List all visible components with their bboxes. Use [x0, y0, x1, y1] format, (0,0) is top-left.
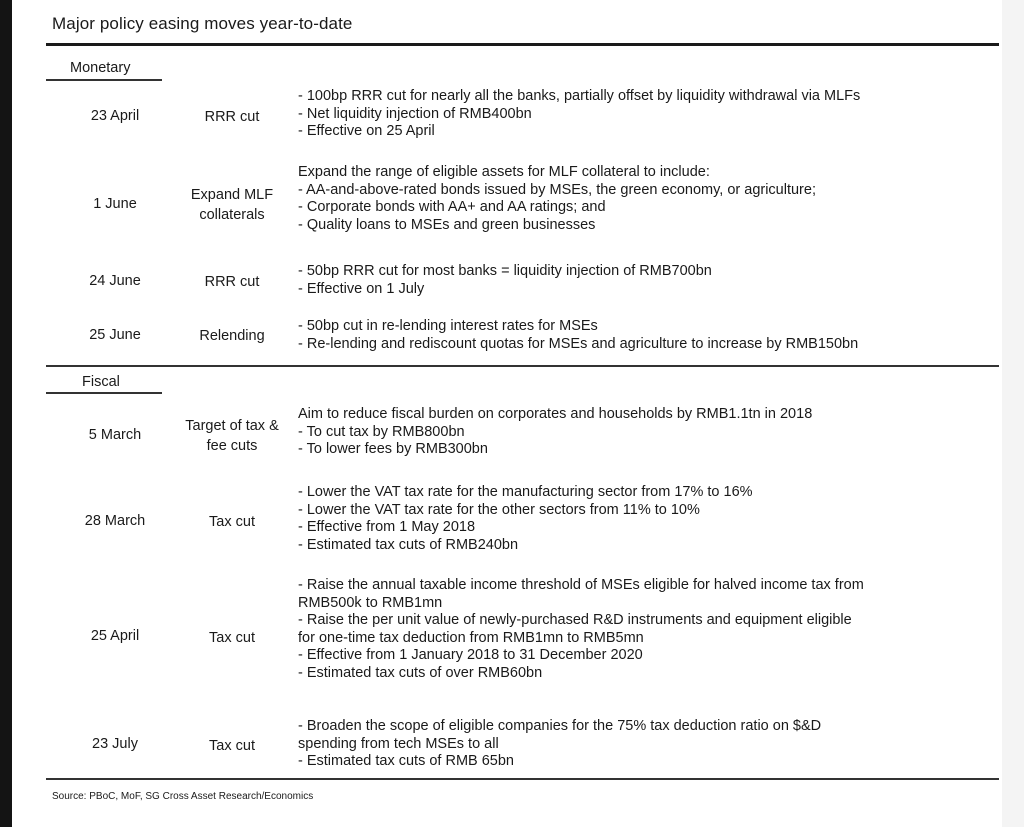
- row-type-line: fee cuts: [206, 438, 258, 454]
- row-type: RRR cut: [204, 274, 260, 290]
- row-description: [298, 88, 860, 141]
- row-type: Relending: [199, 328, 265, 344]
- row-type: [162, 416, 302, 456]
- description-line: - To lower fees by RMB300bn: [298, 441, 488, 458]
- description-line: - Re-lending and rediscount quotas for MSEs and agriculture to increase by RMB150bn: [298, 335, 859, 352]
- description-line: - To cut tax by RMB800bn: [298, 423, 465, 440]
- row-date: 23 April: [90, 108, 140, 124]
- description-line: - Estimated tax cuts of RMB240bn: [298, 536, 519, 553]
- row-type: Tax cut: [209, 514, 255, 530]
- row-date: 23 July: [92, 736, 138, 752]
- row-description: [298, 484, 753, 554]
- section-divider: [46, 365, 999, 367]
- row-date: 24 June: [89, 273, 141, 289]
- section-fiscal-header: Fiscal: [82, 374, 120, 390]
- description-line: - Effective from 1 May 2018: [298, 519, 476, 536]
- description-line: - 100bp RRR cut for nearly all the banks, partially offset by liquidity withdrawal via MLFs: [298, 88, 861, 104]
- description-line: - Quality loans to MSEs and green businesses: [298, 216, 596, 233]
- row-type-line: Expand MLF: [190, 187, 274, 203]
- row-description: [298, 164, 816, 234]
- description-line: spending from tech MSEs to all: [298, 735, 499, 752]
- description-line: - 50bp cut in re-lending interest rates for MSEs: [298, 318, 598, 334]
- row-date: 5 March: [88, 427, 142, 443]
- description-line: - Estimated tax cuts of RMB 65bn: [298, 753, 514, 770]
- section-monetary-rule: [46, 79, 162, 81]
- section-monetary-header: Monetary: [70, 60, 131, 76]
- description-line: - Broaden the scope of eligible companies for the 75% tax deduction ratio on $&D: [298, 718, 822, 734]
- row-type: RRR cut: [204, 109, 260, 125]
- description-line: - Net liquidity injection of RMB400bn: [298, 105, 532, 122]
- row-description: [298, 718, 821, 771]
- source-note: Source: PBoC, MoF, SG Cross Asset Research/Economics: [52, 791, 314, 802]
- description-line: - Raise the annual taxable income threshold of MSEs eligible for halved income tax from: [298, 577, 864, 593]
- row-type: [162, 185, 302, 225]
- description-line: - 50bp RRR cut for most banks = liquidity injection of RMB700bn: [298, 263, 712, 279]
- row-date: 1 June: [93, 196, 137, 212]
- row-description: [298, 406, 812, 459]
- description-line: Expand the range of eligible assets for MLF collateral to include:: [298, 164, 710, 180]
- description-line: - Effective from 1 January 2018 to 31 December 2020: [298, 647, 643, 664]
- row-type-line: Target of tax &: [185, 418, 279, 434]
- row-type: Tax cut: [209, 630, 255, 646]
- row-date: 25 June: [89, 327, 141, 343]
- description-line: - Raise the per unit value of newly-purchased R&D instruments and equipment eligible: [298, 612, 852, 629]
- row-description: [298, 318, 858, 353]
- row-date: 28 March: [84, 513, 146, 529]
- description-line: Aim to reduce fiscal burden on corporates and households by RMB1.1tn in 2018: [298, 406, 813, 422]
- description-line: - Estimated tax cuts of over RMB60bn: [298, 664, 543, 681]
- row-date: 25 April: [90, 628, 140, 644]
- description-line: for one-time tax deduction from RMB1mn to RMB5mn: [298, 629, 644, 646]
- table-title: Major policy easing moves year-to-date: [52, 14, 353, 33]
- right-edge: [1002, 0, 1024, 827]
- left-border: [0, 0, 12, 827]
- description-line: - AA-and-above-rated bonds issued by MSEs, the green economy, or agriculture;: [298, 181, 816, 198]
- row-type: Tax cut: [209, 738, 255, 754]
- table-bottom-rule: [46, 778, 999, 780]
- description-line: - Lower the VAT tax rate for the manufacturing sector from 17% to 16%: [298, 484, 753, 500]
- description-line: - Effective on 25 April: [298, 123, 435, 140]
- description-line: - Effective on 1 July: [298, 280, 425, 297]
- row-description: [298, 577, 864, 683]
- row-description: [298, 263, 712, 298]
- description-line: - Lower the VAT tax rate for the other sectors from 11% to 10%: [298, 501, 700, 518]
- row-type-line: collaterals: [199, 207, 265, 223]
- description-line: - Corporate bonds with AA+ and AA ratings; and: [298, 199, 606, 216]
- section-fiscal-rule: [46, 392, 162, 394]
- title-rule: [46, 43, 999, 46]
- description-line: RMB500k to RMB1mn: [298, 594, 443, 611]
